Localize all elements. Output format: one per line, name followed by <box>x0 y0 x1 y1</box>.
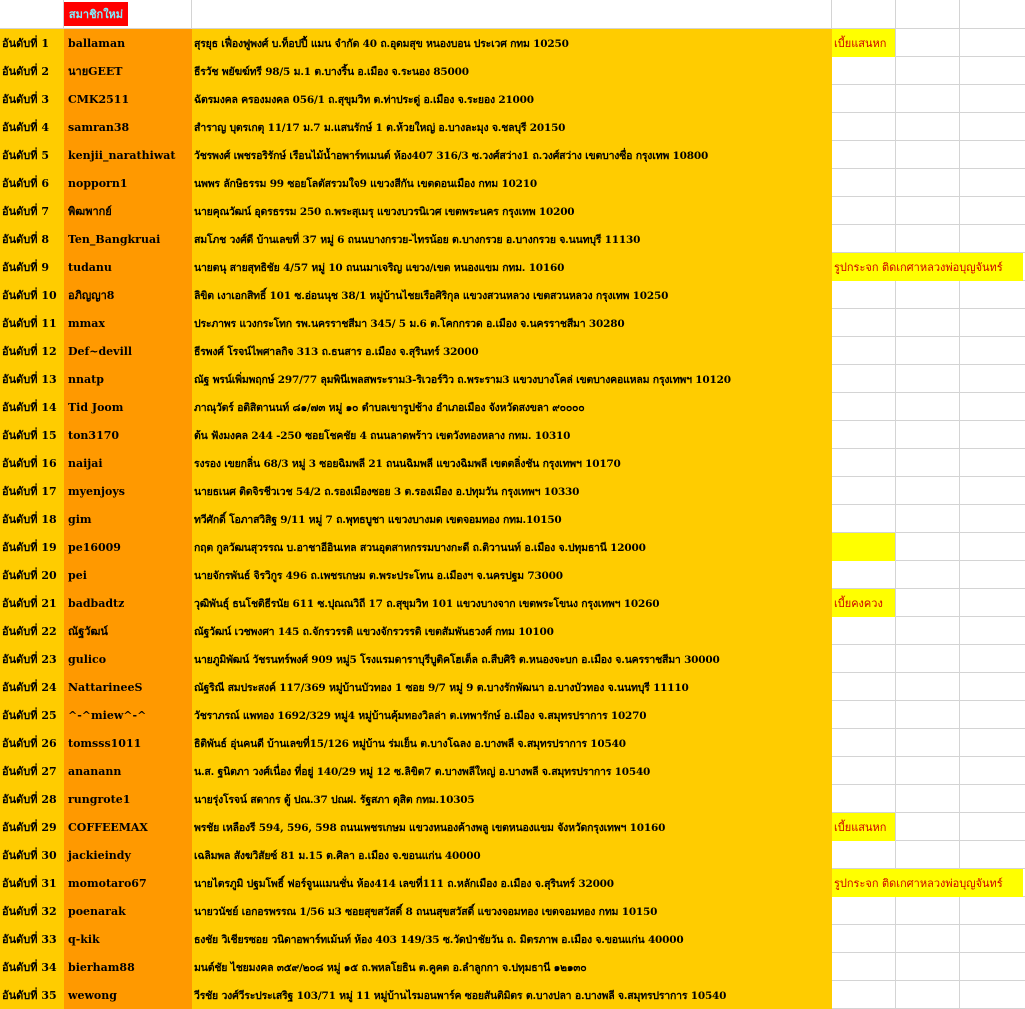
empty-cell[interactable] <box>960 449 1025 477</box>
rank-cell[interactable]: อันดับที่ 22 <box>0 617 64 645</box>
address-cell[interactable]: นายจักรพันธ์ จิรวิกูร 496 ถ.เพชรเกษม ต.พระประโทน อ.เมืองฯ จ.นครปฐม 73000 <box>192 561 832 589</box>
empty-cell[interactable] <box>896 337 960 365</box>
rank-cell[interactable]: อันดับที่ 2 <box>0 57 64 85</box>
address-cell[interactable]: นายตนุ สายสุทธิชัย 4/57 หมู่ 10 ถนนมาเจริญ แขวง/เขต หนองแขม กทม. 10160 <box>192 253 832 281</box>
note-cell[interactable] <box>832 421 896 449</box>
table-row <box>0 785 1025 813</box>
header-cell-f[interactable] <box>960 0 1025 29</box>
address-cell[interactable]: ธีรพงศ์ โรจน์ไพศาลกิจ 313 ถ.ธนสาร อ.เมือง จ.สุรินทร์ 32000 <box>192 337 832 365</box>
rank-cell[interactable]: อันดับที่ 17 <box>0 477 64 505</box>
rank-cell[interactable]: อันดับที่ 11 <box>0 309 64 337</box>
rank-cell[interactable]: อันดับที่ 1 <box>0 29 64 57</box>
empty-cell[interactable] <box>960 729 1025 757</box>
empty-cell[interactable] <box>960 925 1025 953</box>
rank-cell[interactable]: อันดับที่ 29 <box>0 813 64 841</box>
address-cell[interactable]: ภาณุวัตร์ อติสิตานนท์ ๘๑/๗๓ หมู่ ๑๐ ตำบลเขารูปช้าง อำเภอเมือง จังหวัดสงขลา ๙๐๐๐๐ <box>192 393 832 421</box>
empty-cell[interactable] <box>896 365 960 393</box>
table-row <box>0 309 1025 337</box>
empty-cell[interactable] <box>960 197 1025 225</box>
address-cell[interactable]: นายวนัชย์ เอกอรพรรณ 1/56 ม3 ซอยสุขสวัสดิ์ 8 ถนนสุขสวัสดิ์ แขวงจอมทอง เขตจอมทอง กทม 10150 <box>192 897 832 925</box>
rank-cell[interactable]: อันดับที่ 26 <box>0 729 64 757</box>
table-row <box>0 29 1025 57</box>
empty-cell[interactable] <box>960 813 1025 841</box>
rank-cell[interactable]: อันดับที่ 16 <box>0 449 64 477</box>
username-cell[interactable]: myenjoys <box>64 477 192 505</box>
empty-cell[interactable] <box>896 785 960 813</box>
empty-cell[interactable] <box>960 505 1025 533</box>
empty-cell[interactable] <box>960 617 1025 645</box>
address-cell[interactable]: เฉลิมพล สังฆวิสัยซ์ 81 ม.15 ต.ศิลา อ.เมือง จ.ขอนแก่น 40000 <box>192 841 832 869</box>
empty-cell[interactable] <box>896 169 960 197</box>
rank-cell[interactable]: อันดับที่ 23 <box>0 645 64 673</box>
note-cell[interactable] <box>832 953 896 981</box>
note-cell[interactable] <box>832 505 896 533</box>
address-cell[interactable]: ธิติพันธ์ อุ่นคนดี บ้านเลขที่15/126 หมู่บ้าน ร่มเย็น ต.บางโฉลง อ.บางพลี จ.สมุทรปราการ 10540 <box>192 729 832 757</box>
rank-cell[interactable]: อันดับที่ 7 <box>0 197 64 225</box>
address-cell[interactable]: นพพร ลักษิธรรม 99 ซอยโลตัสรวมใจ9 แขวงสีกัน เขตดอนเมือง กทม 10210 <box>192 169 832 197</box>
username-cell[interactable]: gim <box>64 505 192 533</box>
rank-cell[interactable]: อันดับที่ 5 <box>0 141 64 169</box>
empty-cell[interactable] <box>960 673 1025 701</box>
username-cell[interactable]: q-kik <box>64 925 192 953</box>
username-cell[interactable]: pe16009 <box>64 533 192 561</box>
table-row <box>0 869 1025 897</box>
username-cell[interactable]: Def~devill <box>64 337 192 365</box>
username-cell[interactable]: ballaman <box>64 29 192 57</box>
address-cell[interactable]: ทวีศักดิ์ โอภาสวิสิฐ 9/11 หมู่ 7 ถ.พุทธบูชา แขวงบางมด เขตจอมทอง กทม.10150 <box>192 505 832 533</box>
address-cell[interactable]: ฉัตรมงคล ครองมงคล 056/1 ถ.สุขุมวิท ต.ท่าประดู่ อ.เมือง จ.ระยอง 21000 <box>192 85 832 113</box>
empty-cell[interactable] <box>896 477 960 505</box>
note-cell[interactable] <box>832 701 896 729</box>
address-cell[interactable]: นายภูมิพัฒน์ วัชรนทร์พงศ์ 909 หมู่5 โรงแรมดาราบุรีบูติคโฮเต็ล ถ.สืบศิริ ต.หนองจะบก อ.เมือง จ.นครราชสีมา 30000 <box>192 645 832 673</box>
username-cell[interactable]: badbadtz <box>64 589 192 617</box>
rank-cell[interactable]: อันดับที่ 12 <box>0 337 64 365</box>
table-row <box>0 589 1025 617</box>
username-cell[interactable]: gulico <box>64 645 192 673</box>
empty-cell[interactable] <box>896 589 960 617</box>
username-cell[interactable]: ^-^miew^-^ <box>64 701 192 729</box>
empty-cell[interactable] <box>960 645 1025 673</box>
username-cell[interactable]: COFFEEMAX <box>64 813 192 841</box>
username-cell[interactable]: bierham88 <box>64 953 192 981</box>
note-cell[interactable] <box>832 897 896 925</box>
username-cell[interactable]: nnatp <box>64 365 192 393</box>
table-row <box>0 57 1025 85</box>
address-cell[interactable]: สุรยุธ เฟื่องฟูพงศ์ บ.ท็อปปี้ แมน จำกัด 40 ถ.อุดมสุข หนองบอน ประเวศ กทม 10250 <box>192 29 832 57</box>
address-cell[interactable]: นายไตรภูมิ ปฐมโพธิ์ ฟอร์จูนแมนชั่น ห้อง414 เลขที่111 ถ.หลักเมือง อ.เมือง จ.สุรินทร์ 32000 <box>192 869 832 897</box>
empty-cell[interactable] <box>960 981 1025 1009</box>
username-cell[interactable]: NattarineeS <box>64 673 192 701</box>
note-cell[interactable] <box>832 757 896 785</box>
rank-cell[interactable]: อันดับที่ 13 <box>0 365 64 393</box>
empty-cell[interactable] <box>960 757 1025 785</box>
rank-cell[interactable]: อันดับที่ 32 <box>0 897 64 925</box>
header-cell-a[interactable] <box>0 0 64 29</box>
table-row <box>0 365 1025 393</box>
username-cell[interactable]: ananann <box>64 757 192 785</box>
note-text: เบี้ยคงควง <box>834 597 883 610</box>
rank-cell[interactable]: อันดับที่ 4 <box>0 113 64 141</box>
empty-cell[interactable] <box>896 953 960 981</box>
note-cell[interactable] <box>832 337 896 365</box>
username-cell[interactable]: naijai <box>64 449 192 477</box>
username-cell[interactable]: ณัฐวัฒน์ <box>64 617 192 645</box>
rank-cell[interactable]: อันดับที่ 35 <box>0 981 64 1009</box>
address-cell[interactable]: สมโภช วงศ์ดี บ้านเลขที่ 37 หมู่ 6 ถนนบางกรวย-ไทรน้อย ต.บางกรวย อ.บางกรวย จ.นนทบุรี 11130 <box>192 225 832 253</box>
note-cell[interactable] <box>832 673 896 701</box>
rank-cell[interactable]: อันดับที่ 34 <box>0 953 64 981</box>
address-cell[interactable]: นายคุณวัฒน์ อุดรธรรม 250 ถ.พระสุเมรุ แขวงบวรนิเวศ เขตพระนคร กรุงเทพ 10200 <box>192 197 832 225</box>
empty-cell[interactable] <box>896 897 960 925</box>
empty-cell[interactable] <box>896 29 960 57</box>
rank-cell[interactable]: อันดับที่ 10 <box>0 281 64 309</box>
empty-cell[interactable] <box>960 57 1025 85</box>
table-row <box>0 897 1025 925</box>
address-cell[interactable]: กฤต กูลวัฒนสุวรรณ บ.อาชาอีอินเทล สวนอุตสาหกรรมบางกะดี ถ.ติวานนท์ อ.เมือง จ.ปทุมธานี 12000 <box>192 533 832 561</box>
note-text: รูปกระจก ติดเกศาหลวงพ่อบุญจันทร์ <box>834 261 1003 274</box>
table-row <box>0 197 1025 225</box>
table-row <box>0 421 1025 449</box>
username-cell[interactable]: jackieindy <box>64 841 192 869</box>
note-cell[interactable] <box>832 449 896 477</box>
table-row <box>0 925 1025 953</box>
username-cell[interactable]: kenjii_narathiwat <box>64 141 192 169</box>
empty-cell[interactable] <box>896 505 960 533</box>
table-row <box>0 253 1025 281</box>
note-cell[interactable] <box>832 617 896 645</box>
empty-cell[interactable] <box>896 729 960 757</box>
rank-cell[interactable]: อันดับที่ 19 <box>0 533 64 561</box>
empty-cell[interactable] <box>896 841 960 869</box>
table-row <box>0 953 1025 981</box>
note-cell[interactable] <box>832 113 896 141</box>
table-row <box>0 505 1025 533</box>
address-cell[interactable]: ลิขิต เงาเอกสิทธิ์ 101 ซ.อ่อนนุช 38/1 หมู่บ้านไชยเรือศิริกุล แขวงสวนหลวง เขตสวนหลวง กรุงเทพ 10250 <box>192 281 832 309</box>
rank-cell[interactable]: อันดับที่ 33 <box>0 925 64 953</box>
username-cell[interactable]: pei <box>64 561 192 589</box>
note-text: เบี้ยแสนหก <box>834 37 887 50</box>
empty-cell[interactable] <box>960 365 1025 393</box>
empty-cell[interactable] <box>896 393 960 421</box>
empty-cell[interactable] <box>960 393 1025 421</box>
empty-cell[interactable] <box>896 309 960 337</box>
username-cell[interactable]: rungrote1 <box>64 785 192 813</box>
rank-cell[interactable]: อันดับที่ 3 <box>0 85 64 113</box>
address-cell[interactable]: พรชัย เหลืองรี 594, 596, 598 ถนนเพชรเกษม แขวงหนองค้างพลู เขตหนองแขม จังหวัดกรุงเทพฯ 10160 <box>192 813 832 841</box>
empty-cell[interactable] <box>960 533 1025 561</box>
note-cell[interactable] <box>832 281 896 309</box>
table-row <box>0 729 1025 757</box>
address-cell[interactable]: นายธเนศ ติดจิรชีวเวช 54/2 ถ.รองเมืองซอย 3 ต.รองเมือง อ.ปทุมวัน กรุงเทพฯ 10330 <box>192 477 832 505</box>
empty-cell[interactable] <box>896 813 960 841</box>
username-cell[interactable]: wewong <box>64 981 192 1009</box>
rank-cell[interactable]: อันดับที่ 6 <box>0 169 64 197</box>
empty-cell[interactable] <box>960 785 1025 813</box>
address-cell[interactable]: รงรอง เขยกลิ่น 68/3 หมู่ 3 ซอยฉิมพลี 21 ถนนฉิมพลี แขวงฉิมพลี เขตตลิ่งชัน กรุงเทพฯ 10170 <box>192 449 832 477</box>
table-row <box>0 561 1025 589</box>
empty-cell[interactable] <box>896 981 960 1009</box>
username-cell[interactable]: Tid Joom <box>64 393 192 421</box>
empty-cell[interactable] <box>960 477 1025 505</box>
empty-cell[interactable] <box>960 309 1025 337</box>
empty-cell[interactable] <box>896 141 960 169</box>
empty-cell[interactable] <box>960 421 1025 449</box>
empty-cell[interactable] <box>896 57 960 85</box>
note-cell[interactable] <box>832 169 896 197</box>
rank-cell[interactable]: อันดับที่ 20 <box>0 561 64 589</box>
address-cell[interactable]: นายรุ่งโรจน์ สดากร ตู้ ปณ.37 ปณฝ. รัฐสภา ดุสิต กทม.10305 <box>192 785 832 813</box>
rank-cell[interactable]: อันดับที่ 18 <box>0 505 64 533</box>
note-text: รูปกระจก ติดเกศาหลวงพ่อบุญจันทร์ <box>834 877 1003 890</box>
empty-cell[interactable] <box>896 701 960 729</box>
username-cell[interactable]: nopporn1 <box>64 169 192 197</box>
note-cell[interactable] <box>832 981 896 1009</box>
username-cell[interactable]: พิฒพากย์ <box>64 197 192 225</box>
table-row <box>0 449 1025 477</box>
empty-cell[interactable] <box>960 841 1025 869</box>
note-cell[interactable] <box>832 393 896 421</box>
rank-cell[interactable]: อันดับที่ 31 <box>0 869 64 897</box>
table-row <box>0 393 1025 421</box>
empty-cell[interactable] <box>960 701 1025 729</box>
table-row <box>0 337 1025 365</box>
address-cell[interactable]: ประภาพร แวงกระโทก รพ.นครราชสีมา 345/ 5 ม.6 ต.โคกกรวด อ.เมือง จ.นครราชสีมา 30280 <box>192 309 832 337</box>
empty-cell[interactable] <box>960 337 1025 365</box>
empty-cell[interactable] <box>960 29 1025 57</box>
address-cell[interactable]: มนต์ชัย ไชยมงคล ๓๕๙/๒๐๘ หมู่ ๑๕ ถ.พหลโยธิน ต.คูคต อ.ลำลูกกา จ.ปทุมธานี ๑๒๑๓๐ <box>192 953 832 981</box>
header-cell-c[interactable] <box>192 0 832 29</box>
note-cell[interactable] <box>832 141 896 169</box>
rank-cell[interactable]: อันดับที่ 28 <box>0 785 64 813</box>
note-cell[interactable] <box>832 477 896 505</box>
note-cell[interactable] <box>832 785 896 813</box>
note-cell[interactable] <box>832 561 896 589</box>
empty-cell[interactable] <box>896 757 960 785</box>
note-highlight <box>832 533 895 561</box>
username-cell[interactable]: tomsss1011 <box>64 729 192 757</box>
empty-cell[interactable] <box>896 925 960 953</box>
table-row <box>0 617 1025 645</box>
rank-cell[interactable]: อันดับที่ 27 <box>0 757 64 785</box>
table-row <box>0 225 1025 253</box>
table-row <box>0 169 1025 197</box>
empty-cell[interactable] <box>960 561 1025 589</box>
table-row <box>0 281 1025 309</box>
address-cell[interactable]: ธีรวัช พยัฆฆ์ทรี 98/5 ม.1 ต.บางริ้น อ.เมือง จ.ระนอง 85000 <box>192 57 832 85</box>
note-cell[interactable] <box>832 225 896 253</box>
address-cell[interactable]: น.ส. ฐนิตภา วงศ์เนื่อง ที่อยู่ 140/29 หมู่ 12 ซ.ลิขิต7 ต.บางพลีใหญ่ อ.บางพลี จ.สมุทรปราการ 10540 <box>192 757 832 785</box>
header-row <box>0 0 1025 29</box>
empty-cell[interactable] <box>896 645 960 673</box>
address-cell[interactable]: วัชรพงศ์ เพชรอริรักษ์ เรือนไม้น้ำอพาร์ทเมนต์ ห้อง407 316/3 ซ.วงศ์สว่าง1 ถ.วงศ์สว่าง เขตบางซื่อ กรุงเทพ 10800 <box>192 141 832 169</box>
rank-cell[interactable]: อันดับที่ 14 <box>0 393 64 421</box>
note-cell[interactable] <box>832 309 896 337</box>
table-row <box>0 645 1025 673</box>
username-cell[interactable]: Ten_Bangkruai <box>64 225 192 253</box>
note-cell[interactable] <box>832 841 896 869</box>
rank-cell[interactable]: อันดับที่ 30 <box>0 841 64 869</box>
note-cell[interactable] <box>832 365 896 393</box>
username-cell[interactable]: momotaro67 <box>64 869 192 897</box>
empty-cell[interactable] <box>960 169 1025 197</box>
empty-cell[interactable] <box>896 197 960 225</box>
header-cell-d[interactable] <box>832 0 896 29</box>
empty-cell[interactable] <box>896 113 960 141</box>
header-cell-e[interactable] <box>896 0 960 29</box>
rank-cell[interactable]: อันดับที่ 15 <box>0 421 64 449</box>
empty-cell[interactable] <box>896 225 960 253</box>
username-cell[interactable]: อภิญญา8 <box>64 281 192 309</box>
empty-cell[interactable] <box>896 533 960 561</box>
address-cell[interactable]: วัชราภรณ์ แพทอง 1692/329 หมู่4 หมู่บ้านคุ้มทองวิลล่า ต.เทพารักษ์ อ.เมือง จ.สมุทรปราการ 10270 <box>192 701 832 729</box>
note-cell[interactable] <box>832 85 896 113</box>
empty-cell[interactable] <box>896 421 960 449</box>
empty-cell[interactable] <box>960 953 1025 981</box>
empty-cell[interactable] <box>960 225 1025 253</box>
table-row <box>0 701 1025 729</box>
table-row <box>0 113 1025 141</box>
address-cell[interactable]: ต้น ฟังมงคล 244 -250 ซอยโชคชัย 4 ถนนลาดพร้าว เขตวังทองหลาง กทม. 10310 <box>192 421 832 449</box>
table-row <box>0 533 1025 561</box>
note-cell[interactable] <box>832 925 896 953</box>
note-cell[interactable] <box>832 57 896 85</box>
empty-cell[interactable] <box>896 673 960 701</box>
username-cell[interactable]: นายGEET <box>64 57 192 85</box>
table-row <box>0 981 1025 1009</box>
new-member-label[interactable]: สมาชิกใหม่ <box>64 2 128 26</box>
note-cell[interactable] <box>832 645 896 673</box>
address-cell[interactable]: ณัฐริณี สมประสงค์ 117/369 หมู่บ้านบัวทอง 1 ซอย 9/7 หมู่ 9 ต.บางรักพัฒนา อ.บางบัวทอง จ.นนทบุรี 11110 <box>192 673 832 701</box>
rank-cell[interactable]: อันดับที่ 24 <box>0 673 64 701</box>
table-row <box>0 813 1025 841</box>
table-row <box>0 757 1025 785</box>
table-row <box>0 141 1025 169</box>
address-cell[interactable]: ณัฐวัฒน์ เวชพงศา 145 ถ.จักรวรรดิ แขวงจักรวรรดิ เขตสัมพันธวงศ์ กทม 10100 <box>192 617 832 645</box>
empty-cell[interactable] <box>960 85 1025 113</box>
username-cell[interactable]: mmax <box>64 309 192 337</box>
address-cell[interactable]: วุฒิพันธุ์ ธนโชติธีรนัย 611 ซ.ปุณณวิถี 17 ถ.สุขุมวิท 101 แขวงบางจาก เขตพระโขนง กรุงเทพฯ 10260 <box>192 589 832 617</box>
note-text: เบี้ยแสนหก <box>834 821 887 834</box>
table-row <box>0 85 1025 113</box>
address-cell[interactable]: ณัฐ พรน์เพิ่มพฤกษ์ 297/77 ลุมพินีเพลสพระราม3-ริเวอร์วิว ถ.พระราม3 แขวงบางโคล่ เขตบางคอแหลม กรุงเทพฯ 10120 <box>192 365 832 393</box>
empty-cell[interactable] <box>960 897 1025 925</box>
empty-cell[interactable] <box>960 113 1025 141</box>
table-row <box>0 477 1025 505</box>
empty-cell[interactable] <box>896 281 960 309</box>
empty-cell[interactable] <box>896 85 960 113</box>
note-cell[interactable] <box>832 197 896 225</box>
address-cell[interactable]: สำราญ บุตรเกตุ 11/17 ม.7 ม.แสนรักษ์ 1 ต.ห้วยใหญ่ อ.บางละมุง จ.ชลบุรี 20150 <box>192 113 832 141</box>
rank-cell[interactable]: อันดับที่ 25 <box>0 701 64 729</box>
table-row <box>0 673 1025 701</box>
address-cell[interactable]: ธงชัย วิเชียรซอย วนิดาอพาร์ทเม้นท์ ห้อง 403 149/35 ซ.วัดป่าชัยวัน ถ. มิตรภาพ อ.เมือง จ.ขอนแก่น 40000 <box>192 925 832 953</box>
empty-cell[interactable] <box>960 281 1025 309</box>
note-cell[interactable] <box>832 729 896 757</box>
rank-cell[interactable]: อันดับที่ 21 <box>0 589 64 617</box>
rank-cell[interactable]: อันดับที่ 9 <box>0 253 64 281</box>
username-cell[interactable]: CMK2511 <box>64 85 192 113</box>
username-cell[interactable]: poenarak <box>64 897 192 925</box>
address-cell[interactable]: วีรชัย วงศ์วีระประเสริฐ 103/71 หมู่ 11 หมู่บ้านไรมอนพาร์ค ซอยสันติมิตร ต.บางปลา อ.บางพลี จ.สมุทรปราการ 10540 <box>192 981 832 1009</box>
empty-cell[interactable] <box>896 617 960 645</box>
table-row <box>0 841 1025 869</box>
username-cell[interactable]: tudanu <box>64 253 192 281</box>
empty-cell[interactable] <box>896 561 960 589</box>
empty-cell[interactable] <box>960 589 1025 617</box>
empty-cell[interactable] <box>960 141 1025 169</box>
username-cell[interactable]: ton3170 <box>64 421 192 449</box>
empty-cell[interactable] <box>896 449 960 477</box>
username-cell[interactable]: samran38 <box>64 113 192 141</box>
rank-cell[interactable]: อันดับที่ 8 <box>0 225 64 253</box>
